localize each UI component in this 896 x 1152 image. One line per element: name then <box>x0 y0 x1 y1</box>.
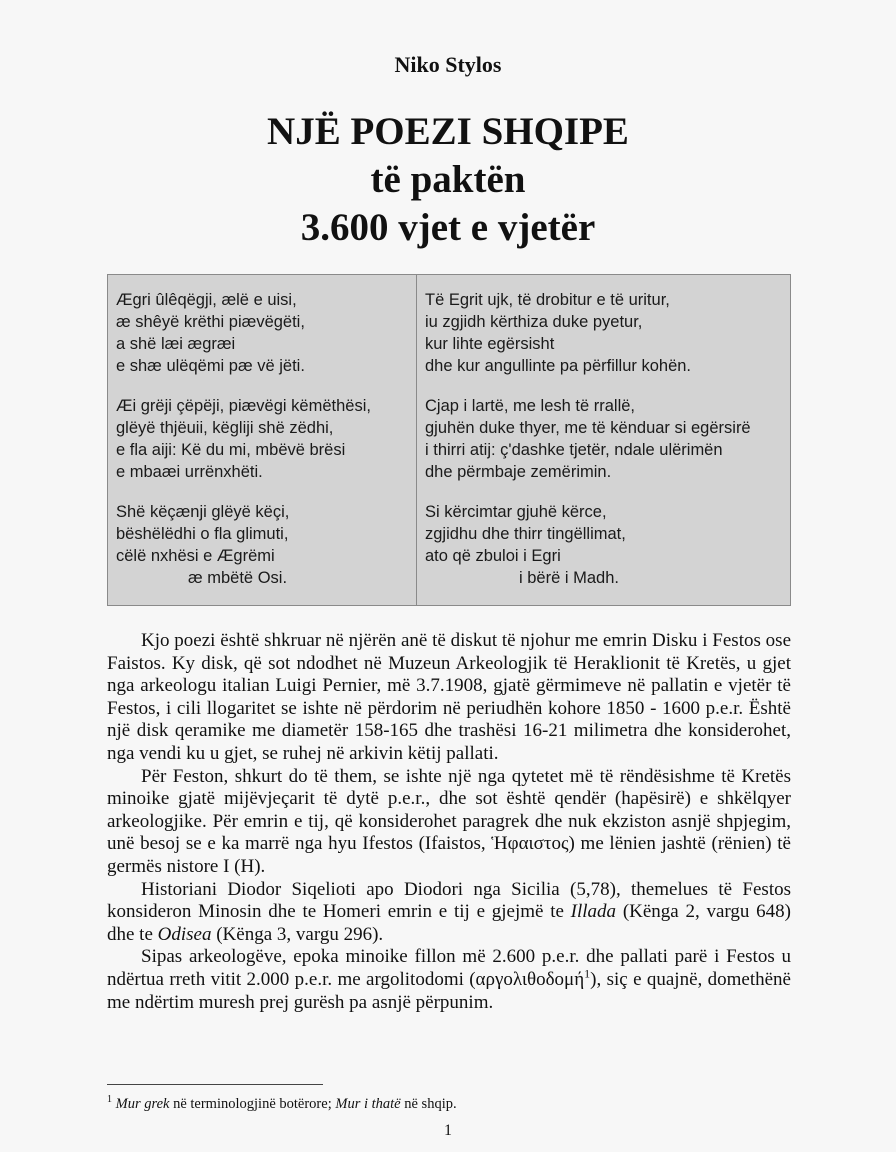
poem-line: Cjap i lartë, me lesh të rrallë, <box>425 397 635 415</box>
paragraph-4-text-a: Sipas arkeologëve, epoka minoike fillon më 2.600 p.e.r. dhe pallati parë i Festos u ndërtua rreth vitit 2.000 p.e.r. me argolitodomi (αργολιθοδομή <box>107 946 791 990</box>
iliad-title: Illada <box>570 901 617 923</box>
poem-line: dhe përmbaje zemërimin. <box>425 463 612 481</box>
poem-line: e shæ ulëqëmi pæ vë jëti. <box>116 357 305 375</box>
author-name: Niko Stylos <box>394 52 502 77</box>
poem-line: Si kërcimtar gjuhë kërce, <box>425 503 607 521</box>
paragraph-3-text-c: (Kënga 3, vargu 296). <box>211 923 384 945</box>
translation-stanza-1 <box>425 289 787 377</box>
paragraph-4-text-b: ), siç e quajnë, domethënë me ndërtim muresh prej gurësh pa asnjë përpunim. <box>107 968 791 1013</box>
poem-translation-column <box>425 289 787 607</box>
poem-line: Ægri ûlêqëgji, ælë e uisi, <box>116 291 297 309</box>
paragraph-3-text-b: (Kënga 2, vargu 648) dhe te <box>107 901 791 945</box>
poem-line: kur lihte egërsisht <box>425 335 555 353</box>
paragraph-1: Kjo poezi është shkruar në njërën anë të diskut të njohur me emrin Disku i Festos ose Faistos. Ky disk, që sot ndodhet në Muzeun Arkeologjik të Heraklionit të Kretës, u gjet nga arkeologu italian Luigi Pernier, më 3.7.1908, gjatë gërmimeve në pallatin e vjetër të Festos, i cili llogaritet se ishte në përdorim në periudhën kohore 1850 - 1600 p.e.r. Është një disk qeramike me diametër 158-165 dhe trashësi 16-21 milimetra dhe konsiderohet, nga vendi ku u gjet, se ruhej në arkivin këtij pallati. <box>107 630 791 764</box>
title-line-1: NJË POEZI SHQIPE <box>267 110 629 153</box>
footnote-term-2: Mur i thatë <box>335 1096 401 1112</box>
translation-stanza-2 <box>425 395 787 483</box>
poem-line: ato që zbuloi i Egri <box>425 547 561 565</box>
footnote-marker: 1 <box>107 1094 112 1106</box>
poem-line: zgjidhu dhe thirr tingëllimat, <box>425 525 626 543</box>
footnote-reference[interactable]: 1 <box>584 966 591 981</box>
poem-line: iu zgjidh kërthiza duke pyetur, <box>425 313 643 331</box>
poem-line: cëlë nxhësi e Ægrëmi <box>116 547 275 565</box>
original-stanza-3 <box>116 501 412 589</box>
poem-line: glëyë thjëuii, këgliji shë zëdhi, <box>116 419 334 437</box>
translation-stanza-3 <box>425 501 787 589</box>
footnote-term-1: Mur grek <box>115 1096 170 1112</box>
page-number: 1 <box>444 1122 452 1139</box>
title-line-2: të paktën <box>370 158 526 201</box>
poem-line: dhe kur angullinte pa përfillur kohën. <box>425 357 692 375</box>
article-body <box>107 630 791 1014</box>
poem-line: Shë këçænji glëyë këçi, <box>116 503 290 521</box>
paragraph-2: Për Feston, shkurt do të them, se ishte një nga qytetet më të rëndësishme të Kretës minoike gjatë mijëvjeçarit të dytë p.e.r., dhe sot është qendër (hapësirë) e shkëlqyer arkeologjike. Për emrin e tij, që konsiderohet paragrek dhe nuk ekziston asnjë shpjegim, unë besoj se e ka marrë nga hyu Ifestos (Ifaistos, Ἡφαιστος) me lënien jashtë (rënien) të germës nistore I (H). <box>107 765 791 877</box>
poem-line: i thirri atij: ç'dashke tjetër, ndale ulërimën <box>425 441 723 459</box>
document-title <box>0 108 896 252</box>
paragraph-3 <box>107 879 791 947</box>
footnote-text-2: në shqip. <box>400 1096 457 1112</box>
footnote-text-1: në terminologjinë botërore; <box>169 1096 336 1112</box>
poem-line: Të Egrit ujk, të drobitur e të uritur, <box>425 291 670 309</box>
paragraph-3-text-a: Historiani Diodor Siqelioti apo Diodori nga Sicilia (5,78), themelues të Festos konsideron Minosin dhe te Homeri emrin e tij e gjejmë te <box>107 878 791 923</box>
poem-line: bëshëlëdhi o fla glimuti, <box>116 525 289 543</box>
poem-line: e fla aiji: Kë du mi, mbëvë brësi <box>116 441 346 459</box>
poem-column-divider <box>416 275 417 605</box>
footnote-divider <box>107 1084 323 1085</box>
poem-line: i bërë i Madh. <box>519 569 619 587</box>
poem-line: Æi grëji çëpëji, piævëgi këmëthësi, <box>116 397 371 415</box>
paragraph-4 <box>107 946 791 1014</box>
poem-line: æ mbëtë Osi. <box>188 569 288 587</box>
poem-line: æ shêyë krëthi piævëgëti, <box>116 313 305 331</box>
title-line-3: 3.600 vjet e vjetër <box>300 206 596 249</box>
poem-line: e mbaæi urrënxhëti. <box>116 463 263 481</box>
poem-line: gjuhën duke thyer, me të kënduar si egërsirë <box>425 419 751 437</box>
footnote <box>107 1096 791 1113</box>
poem-line: a shë læi ægræi <box>116 335 236 353</box>
original-stanza-1 <box>116 289 412 377</box>
poem-table <box>107 274 791 606</box>
poem-original-column <box>116 289 412 607</box>
original-stanza-2 <box>116 395 412 483</box>
odyssey-title: Odisea <box>157 923 212 945</box>
